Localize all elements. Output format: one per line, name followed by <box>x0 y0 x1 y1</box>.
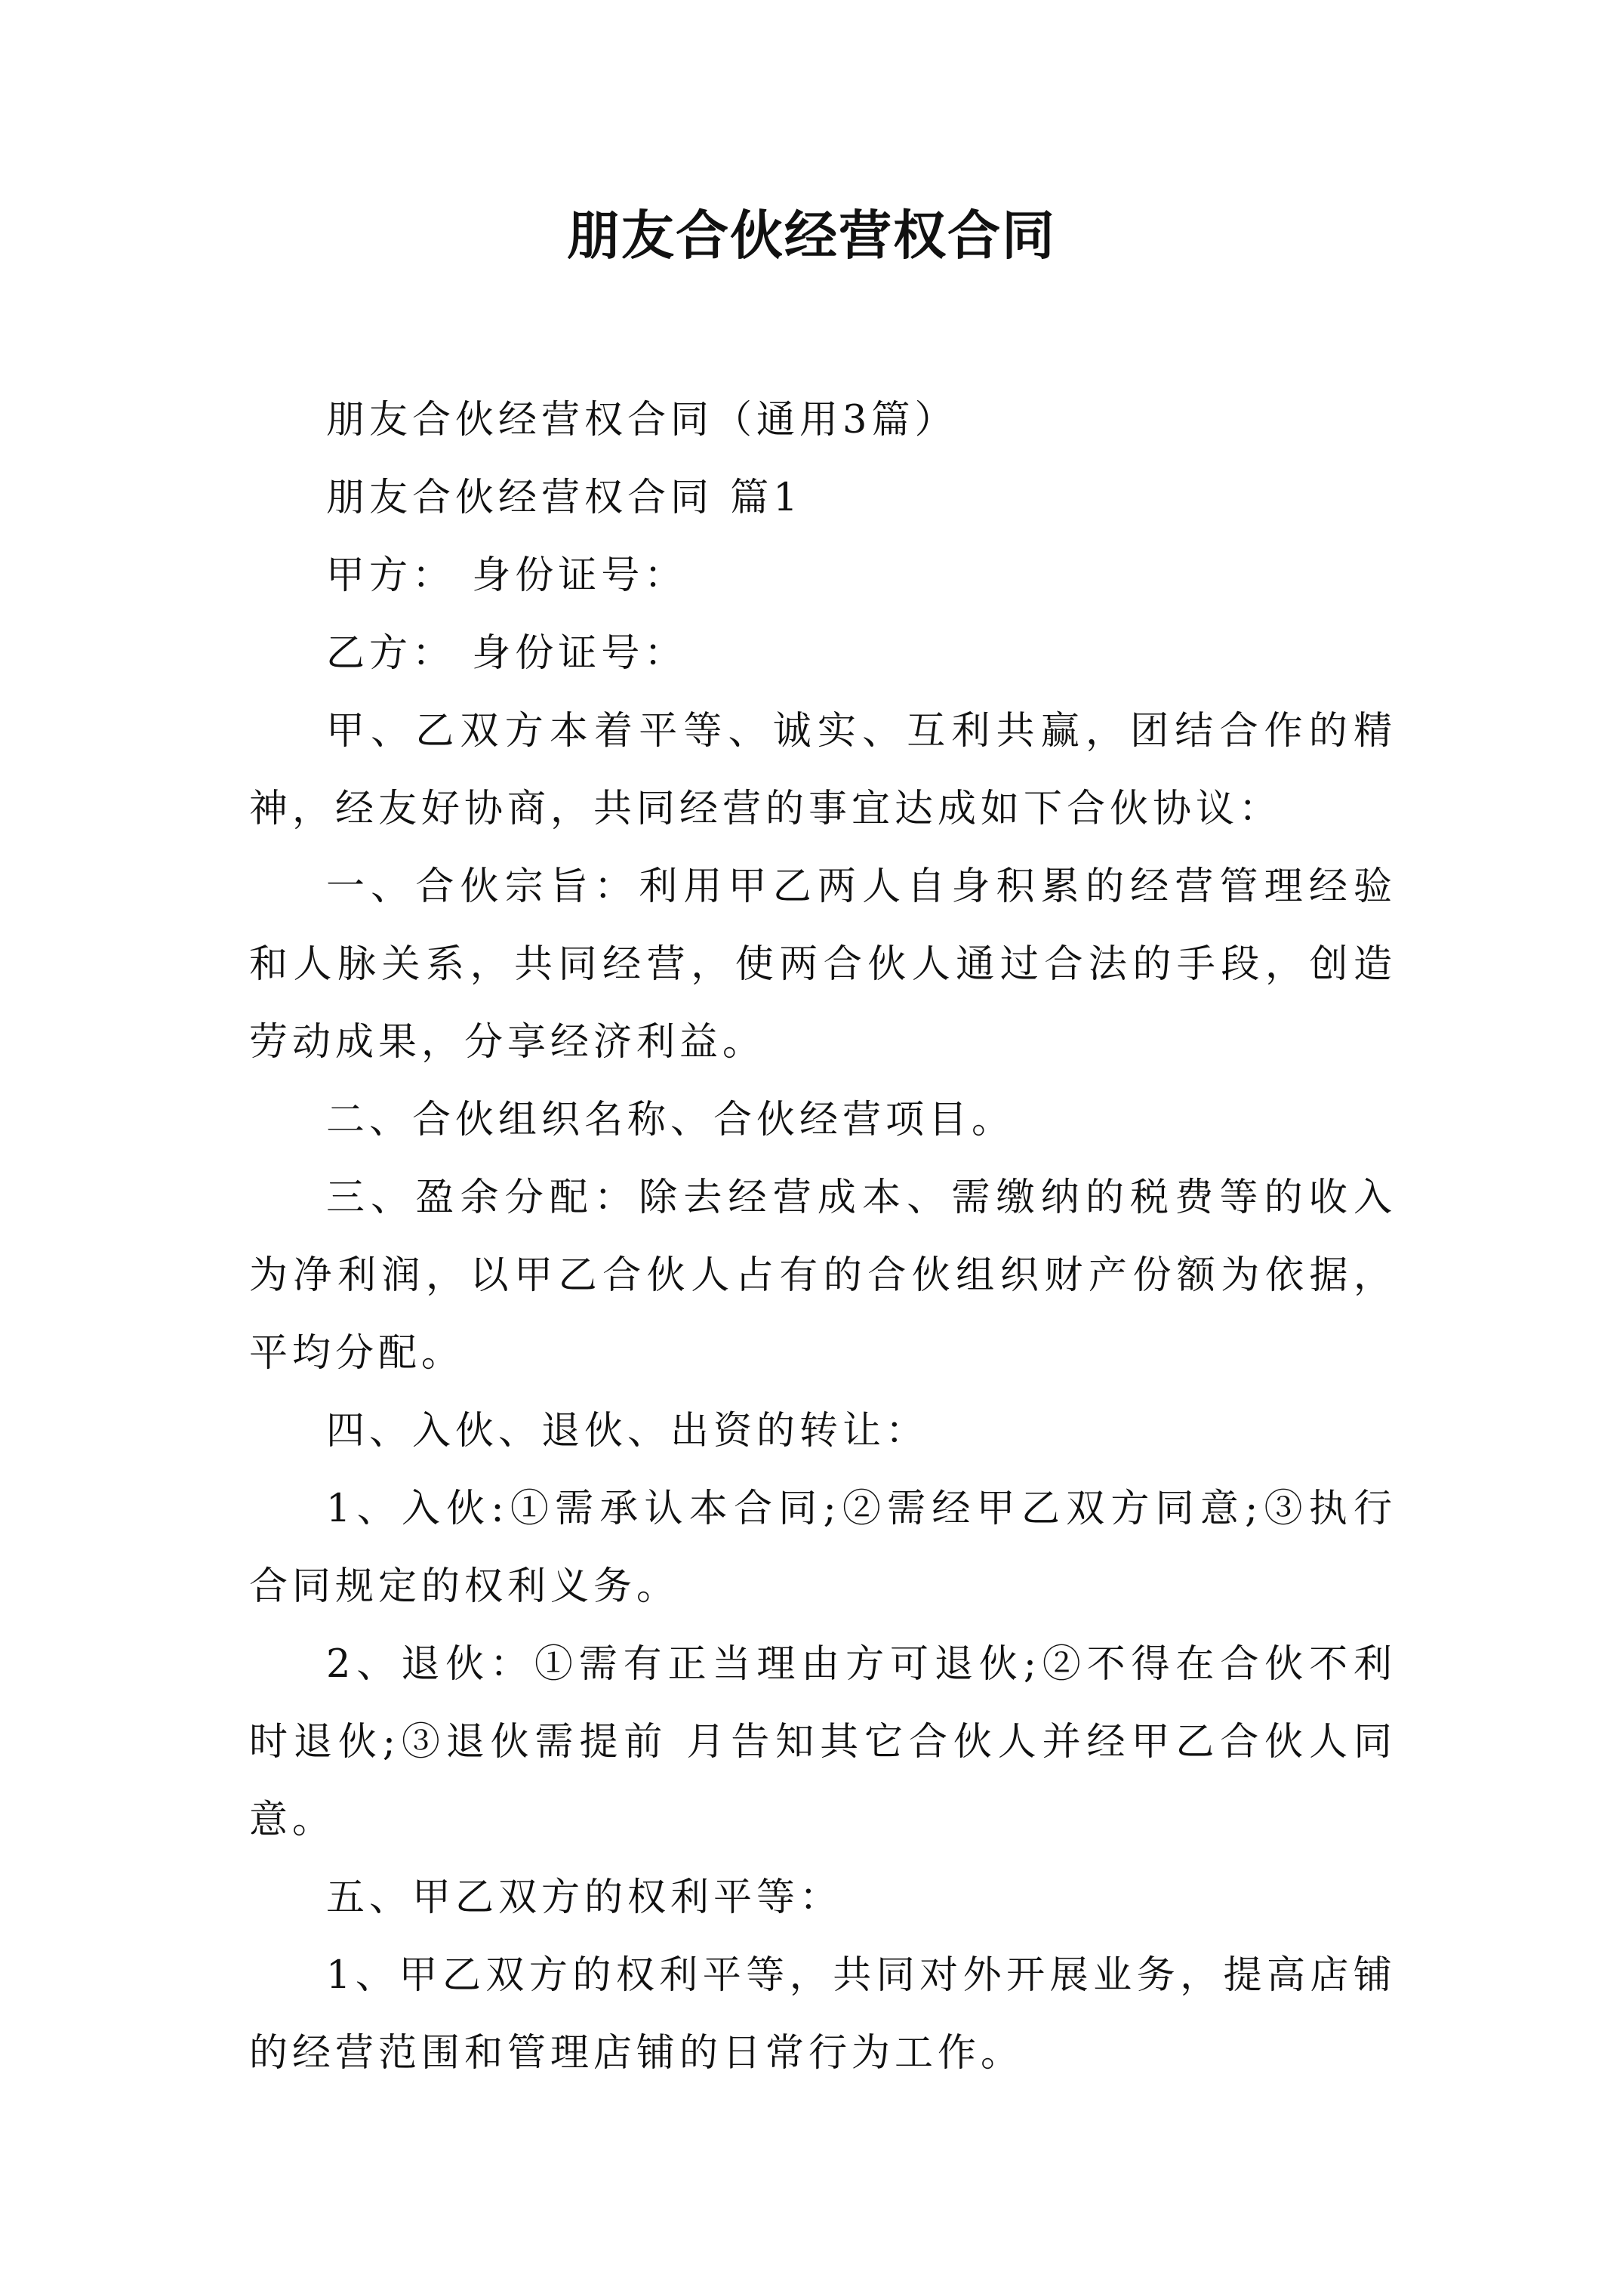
paragraph-clause-5-1: 1、甲乙双方的权利平等，共同对外开展业务，提高店铺的经营范围和管理店铺的日常行为工作。 <box>249 1953 1397 2076</box>
paragraph-party-b: 乙方： 身份证号： <box>326 631 688 676</box>
paragraph-clause-4-2: 2、退伙：①需有正当理由方可退伙;②不得在合伙不利时退伙;③退伙需提前 月告知其它合伙人并经甲乙合伙人同意。 <box>249 1642 1397 1842</box>
document-title: 朋友合伙经营权合同 <box>567 204 1056 267</box>
paragraph-clause-5: 五、甲乙双方的权利平等： <box>326 1875 843 1920</box>
paragraph-clause-4: 四、入伙、退伙、出资的转让： <box>326 1409 929 1453</box>
paragraph-clause-2: 二、合伙组织名称、合伙经营项目。 <box>326 1098 1015 1142</box>
paragraph-clause-4-1: 1、入伙:①需承认本合同;②需经甲乙双方同意;③执行合同规定的权利义务。 <box>249 1487 1397 1609</box>
paragraph-party-a: 甲方： 身份证号： <box>326 553 688 598</box>
paragraph-clause-1: 一、合伙宗旨：利用甲乙两人自身积累的经营管理经验和人脉关系，共同经营，使两合伙人通过合法的手段，创造劳动成果，分享经济利益。 <box>249 864 1397 1065</box>
paragraph-clause-3: 三、盈余分配：除去经营成本、需缴纳的税费等的收入为净利润，以甲乙合伙人占有的合伙组织财产份额为依据，平均分配。 <box>249 1176 1397 1376</box>
paragraph-preamble: 甲、乙双方本着平等、诚实、互利共赢，团结合作的精神，经友好协商，共同经营的事宜达成如下合伙协议： <box>249 709 1397 831</box>
document-body <box>249 381 1397 2092</box>
paragraph-subtitle: 朋友合伙经营权合同（通用3篇） <box>326 398 958 442</box>
paragraph-section-heading: 朋友合伙经营权合同 篇1 <box>326 476 802 520</box>
